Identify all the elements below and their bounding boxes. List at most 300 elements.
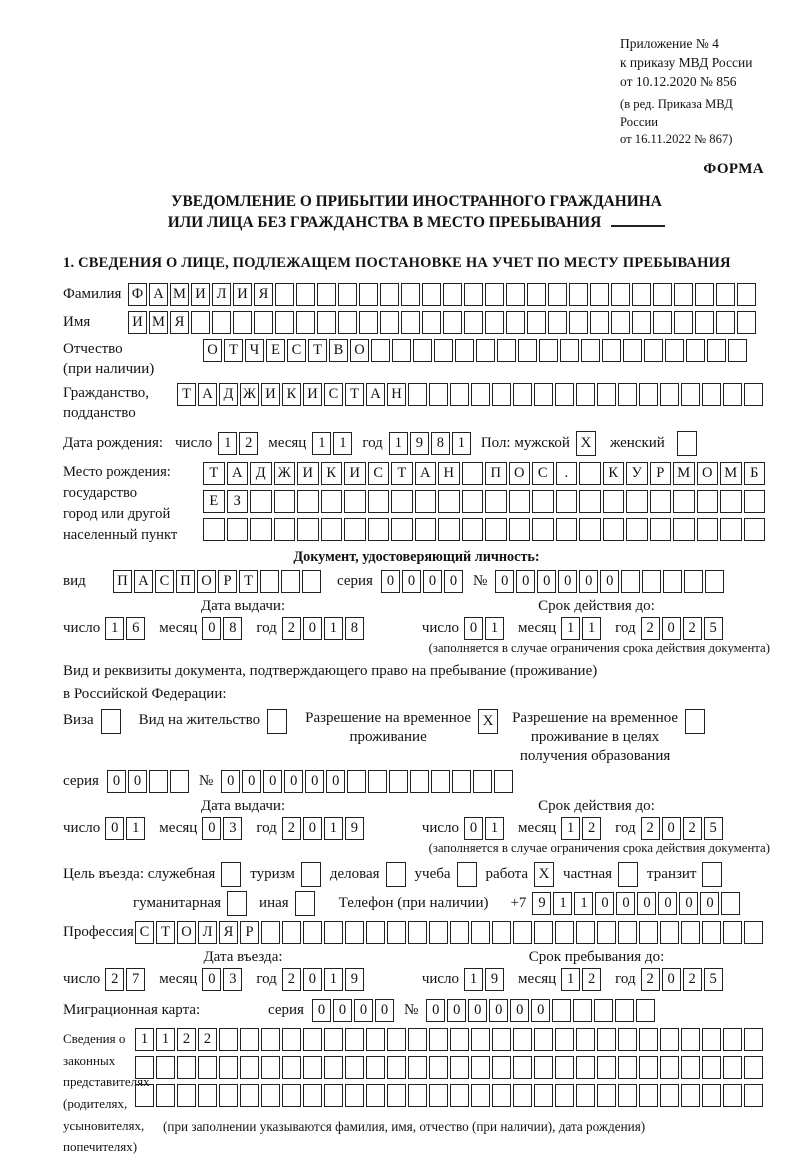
char-cell — [697, 518, 719, 541]
char-cell — [387, 1084, 406, 1107]
char-cell — [450, 383, 469, 406]
char-cell: Т — [224, 339, 243, 362]
char-cell — [626, 518, 648, 541]
char-cell — [450, 1056, 469, 1079]
char-cell — [723, 1084, 742, 1107]
char-cell: 0 — [468, 999, 487, 1022]
char-cell — [345, 921, 364, 944]
checkbox-edu-permit — [685, 709, 705, 734]
char-cell — [618, 1084, 637, 1107]
patronymic-label — [63, 339, 203, 379]
char-cell — [518, 339, 537, 362]
citizenship-label-line2: подданство — [63, 404, 136, 421]
doc-series-label: серия — [337, 572, 373, 589]
char-cell: 2 — [198, 1028, 217, 1051]
char-cell — [721, 892, 740, 915]
char-cell — [663, 570, 682, 593]
char-cell: М — [720, 462, 742, 485]
char-cell — [434, 339, 453, 362]
month-label: месяц — [268, 434, 307, 451]
stay-month-cells — [561, 968, 603, 991]
char-cell: Д — [250, 462, 272, 485]
char-cell: 0 — [202, 817, 221, 840]
char-cell — [324, 1056, 343, 1079]
char-cell — [744, 383, 763, 406]
char-cell — [653, 311, 672, 334]
char-cell — [552, 999, 571, 1022]
char-cell — [422, 283, 441, 306]
char-cell: 0 — [426, 999, 445, 1022]
char-cell: 2 — [641, 817, 660, 840]
char-cell: А — [198, 383, 217, 406]
char-cell: О — [203, 339, 222, 362]
char-cell — [555, 1056, 574, 1079]
char-cell: Ж — [240, 383, 259, 406]
char-cell: 0 — [202, 617, 221, 640]
char-cell — [324, 1084, 343, 1107]
char-cell — [387, 921, 406, 944]
char-cell: 1 — [105, 617, 124, 640]
form-title-line1: УВЕДОМЛЕНИЕ О ПРИБЫТИИ ИНОСТРАННОГО ГРАЖДАНИНА — [171, 192, 662, 210]
char-cell — [408, 921, 427, 944]
char-cell — [594, 999, 613, 1022]
doc-issue-year-cells — [282, 617, 366, 640]
char-cell — [359, 283, 378, 306]
char-cell — [695, 283, 714, 306]
char-cell: Я — [219, 921, 238, 944]
char-cell — [455, 339, 474, 362]
char-cell — [415, 490, 437, 513]
char-cell: 0 — [105, 817, 124, 840]
char-cell: 9 — [345, 968, 364, 991]
birthplace-label-line: Место рождения: — [63, 463, 171, 480]
char-cell — [723, 1028, 742, 1051]
checkbox-tourism — [301, 862, 321, 887]
char-cell — [534, 1028, 553, 1051]
residence-doc-series-row — [63, 770, 770, 793]
char-cell: 5 — [704, 817, 723, 840]
char-cell — [674, 283, 693, 306]
char-cell — [534, 921, 553, 944]
day-label: число — [421, 619, 460, 636]
char-cell: 0 — [128, 770, 147, 793]
name-row — [63, 311, 770, 334]
char-cell: 0 — [423, 570, 442, 593]
entry-day-cells — [105, 968, 147, 991]
char-cell — [611, 283, 630, 306]
char-cell — [702, 1028, 721, 1051]
char-cell — [177, 1084, 196, 1107]
checkbox-visa — [101, 709, 121, 734]
guardians-label-line: попечителях) — [63, 1139, 138, 1155]
char-cell: 0 — [303, 968, 322, 991]
char-cell: 0 — [516, 570, 535, 593]
char-cell: 0 — [202, 968, 221, 991]
char-cell — [429, 383, 448, 406]
char-cell — [611, 311, 630, 334]
char-cell — [702, 383, 721, 406]
doc-dates-headings — [63, 598, 770, 615]
char-cell: П — [113, 570, 132, 593]
char-cell — [555, 1084, 574, 1107]
char-cell: С — [368, 462, 390, 485]
birthplace-cells-row2 — [203, 490, 767, 513]
work-label: работа — [485, 866, 529, 883]
checkbox-temp-permit: X — [478, 709, 498, 734]
char-cell — [338, 283, 357, 306]
char-cell: 1 — [333, 432, 352, 455]
char-cell — [191, 311, 210, 334]
res-series-cells — [107, 770, 191, 793]
char-cell — [590, 283, 609, 306]
birthplace-label — [63, 462, 203, 546]
char-cell: И — [297, 462, 319, 485]
migration-card-row — [63, 999, 770, 1022]
char-cell: 2 — [105, 968, 124, 991]
char-cell: 1 — [553, 892, 572, 915]
year-label: год — [362, 434, 383, 451]
char-cell — [250, 518, 272, 541]
char-cell — [534, 1084, 553, 1107]
char-cell — [673, 490, 695, 513]
char-cell: Я — [170, 311, 189, 334]
checkbox-transit — [702, 862, 722, 887]
char-cell: 0 — [303, 617, 322, 640]
char-cell: 0 — [447, 999, 466, 1022]
guardians-label-line: (родителях, — [63, 1095, 128, 1111]
char-cell — [513, 1028, 532, 1051]
checkbox-other — [295, 891, 315, 916]
char-cell: И — [128, 311, 147, 334]
char-cell: 9 — [345, 817, 364, 840]
char-cell — [632, 283, 651, 306]
sex-male-label: Пол: мужской — [480, 434, 570, 451]
char-cell — [695, 311, 714, 334]
char-cell: 0 — [579, 570, 598, 593]
form-title-line2 — [63, 212, 770, 234]
char-cell: Н — [387, 383, 406, 406]
char-cell — [438, 518, 460, 541]
birthplace-cells — [203, 462, 767, 546]
char-cell — [494, 770, 513, 793]
entry-year-cells — [282, 968, 366, 991]
char-cell — [368, 490, 390, 513]
char-cell: 0 — [107, 770, 126, 793]
char-cell: 0 — [444, 570, 463, 593]
char-cell — [366, 1056, 385, 1079]
char-cell — [555, 921, 574, 944]
stay-until-heading: Срок пребывания до: — [528, 949, 665, 966]
char-cell — [422, 311, 441, 334]
month-label: месяц — [518, 619, 557, 636]
guardians-note: (при заполнении указываются фамилия, имя, отчество (при наличии), дата рождения) — [163, 1119, 646, 1135]
birthplace-label-line: государство — [63, 484, 138, 501]
guardians-cells — [135, 1028, 765, 1135]
char-cell — [317, 283, 336, 306]
char-cell — [443, 311, 462, 334]
checkbox-residence-permit — [267, 709, 287, 734]
char-cell: 2 — [282, 617, 301, 640]
guardians-label-line: представителях — [63, 1074, 150, 1090]
humanitarian-label: гуманитарная — [133, 895, 222, 912]
char-cell — [636, 999, 655, 1022]
entry-month-cells — [202, 968, 244, 991]
doc-issue-date-group — [63, 617, 366, 640]
char-cell — [240, 1028, 259, 1051]
char-cell — [261, 1056, 280, 1079]
doc-valid-day-cells — [464, 617, 506, 640]
char-cell — [317, 311, 336, 334]
iddoc-heading: Документ, удостоверяющий личность: — [293, 548, 540, 565]
char-cell — [274, 490, 296, 513]
char-cell — [548, 283, 567, 306]
month-label: месяц — [159, 971, 198, 988]
char-cell: 2 — [641, 968, 660, 991]
char-cell: А — [227, 462, 249, 485]
doc-issue-heading: Дата выдачи: — [200, 597, 286, 614]
day-label: число — [63, 619, 101, 636]
char-cell: 1 — [324, 817, 343, 840]
doc-series-cells — [381, 570, 465, 593]
edu-permit-label-line: проживание в целях — [530, 729, 660, 746]
birthdate-row — [63, 431, 770, 456]
char-cell — [618, 1056, 637, 1079]
char-cell: С — [324, 383, 343, 406]
char-cell — [219, 1028, 238, 1051]
char-cell: 1 — [452, 432, 471, 455]
char-cell: 2 — [282, 817, 301, 840]
char-cell — [156, 1084, 175, 1107]
char-cell: О — [509, 462, 531, 485]
study-label: учеба — [414, 866, 451, 883]
res-dates-row — [63, 817, 770, 840]
char-cell — [548, 311, 567, 334]
char-cell — [296, 311, 315, 334]
char-cell — [429, 921, 448, 944]
surname-row — [63, 283, 770, 306]
doc-type-label: вид — [63, 572, 86, 589]
char-cell: Р — [240, 921, 259, 944]
char-cell — [485, 518, 507, 541]
char-cell: 1 — [485, 617, 504, 640]
surname-label: Фамилия — [63, 285, 122, 302]
char-cell — [452, 770, 471, 793]
entry-date-group — [63, 968, 366, 991]
char-cell — [473, 770, 492, 793]
char-cell: Т — [308, 339, 327, 362]
guardians-cells-row1 — [135, 1028, 765, 1051]
char-cell — [573, 999, 592, 1022]
char-cell: 2 — [683, 968, 702, 991]
doc-valid-year-cells — [641, 617, 725, 640]
char-cell: 7 — [126, 968, 145, 991]
char-cell — [597, 1084, 616, 1107]
char-cell: О — [350, 339, 369, 362]
surname-cells — [128, 283, 758, 306]
char-cell: 6 — [126, 617, 145, 640]
edu-permit-label-line: Разрешение на временное — [512, 710, 679, 727]
guardians-label — [63, 1028, 150, 1158]
char-cell — [408, 1084, 427, 1107]
char-cell — [250, 490, 272, 513]
char-cell: 0 — [284, 770, 303, 793]
char-cell: 1 — [324, 617, 343, 640]
char-cell — [576, 1084, 595, 1107]
char-cell — [527, 283, 546, 306]
year-label: год — [615, 971, 636, 988]
char-cell — [650, 490, 672, 513]
char-cell — [338, 311, 357, 334]
birth-day-cells — [218, 432, 260, 455]
char-cell — [639, 383, 658, 406]
char-cell: Д — [219, 383, 238, 406]
char-cell: В — [329, 339, 348, 362]
res-issue-heading: Дата выдачи: — [200, 798, 286, 815]
char-cell: 0 — [221, 770, 240, 793]
char-cell: 0 — [326, 770, 345, 793]
char-cell — [261, 1084, 280, 1107]
char-cell — [471, 383, 490, 406]
iddoc-row — [63, 570, 770, 593]
char-cell — [621, 570, 640, 593]
checkbox-male: X — [576, 431, 596, 456]
char-cell: 1 — [582, 617, 601, 640]
res-valid-day-cells — [464, 817, 506, 840]
char-cell — [392, 339, 411, 362]
residence-doc-text-line2: в Российской Федерации: — [63, 686, 227, 703]
char-cell — [359, 311, 378, 334]
stay-day-cells — [464, 968, 506, 991]
checkbox-female — [677, 431, 697, 456]
char-cell — [513, 1056, 532, 1079]
guardians-label-line: законных — [63, 1052, 116, 1068]
char-cell: Е — [266, 339, 285, 362]
char-cell: Б — [744, 462, 766, 485]
edu-permit-label-line: получения образования — [519, 748, 671, 765]
char-cell — [344, 490, 366, 513]
char-cell: 0 — [558, 570, 577, 593]
stay-year-cells — [641, 968, 725, 991]
char-cell — [653, 283, 672, 306]
char-cell — [513, 383, 532, 406]
char-cell: 0 — [381, 570, 400, 593]
char-cell — [219, 1084, 238, 1107]
char-cell: 1 — [389, 432, 408, 455]
char-cell — [560, 339, 579, 362]
edu-permit-label — [512, 709, 678, 766]
char-cell: 0 — [616, 892, 635, 915]
char-cell — [391, 490, 413, 513]
res-issue-month-cells — [202, 817, 244, 840]
month-label: месяц — [159, 820, 198, 837]
month-label: месяц — [518, 971, 557, 988]
char-cell: 0 — [510, 999, 529, 1022]
char-cell — [618, 383, 637, 406]
char-cell — [686, 339, 705, 362]
char-cell — [240, 1084, 259, 1107]
char-cell — [219, 1056, 238, 1079]
char-cell — [408, 383, 427, 406]
res-number-label: № — [198, 773, 214, 790]
char-cell — [737, 311, 756, 334]
char-cell — [485, 311, 504, 334]
char-cell — [728, 339, 747, 362]
char-cell: 0 — [402, 570, 421, 593]
char-cell — [429, 1028, 448, 1051]
char-cell: 1 — [574, 892, 593, 915]
char-cell — [371, 339, 390, 362]
char-cell — [321, 490, 343, 513]
annex-line: от 10.12.2020 № 856 — [620, 74, 737, 90]
char-cell — [260, 570, 279, 593]
char-cell — [534, 383, 553, 406]
char-cell: 0 — [263, 770, 282, 793]
char-cell — [240, 1056, 259, 1079]
purpose-label: Цель въезда: служебная — [63, 866, 216, 883]
char-cell — [233, 311, 252, 334]
char-cell — [282, 1056, 301, 1079]
char-cell — [429, 1084, 448, 1107]
char-cell — [579, 518, 601, 541]
char-cell — [410, 770, 429, 793]
month-label: месяц — [518, 820, 557, 837]
char-cell: И — [344, 462, 366, 485]
char-cell: 9 — [532, 892, 551, 915]
char-cell — [321, 518, 343, 541]
char-cell — [744, 1028, 763, 1051]
char-cell — [464, 283, 483, 306]
char-cell: Т — [156, 921, 175, 944]
char-cell — [497, 339, 516, 362]
char-cell: Л — [212, 283, 231, 306]
char-cell: 0 — [537, 570, 556, 593]
char-cell — [737, 283, 756, 306]
res-valid-note: (заполняется в случае ограничения срока действия документа) — [428, 841, 770, 856]
checkbox-work: X — [534, 862, 554, 887]
patronymic-row — [63, 339, 770, 379]
char-cell — [660, 921, 679, 944]
char-cell — [227, 518, 249, 541]
char-cell — [156, 1056, 175, 1079]
char-cell: 1 — [324, 968, 343, 991]
birth-year-cells — [389, 432, 473, 455]
char-cell — [597, 383, 616, 406]
char-cell — [297, 490, 319, 513]
char-cell: 5 — [704, 617, 723, 640]
char-cell: 0 — [489, 999, 508, 1022]
char-cell — [429, 1056, 448, 1079]
char-cell: Т — [391, 462, 413, 485]
doc-dates-row — [63, 617, 770, 640]
char-cell: . — [556, 462, 578, 485]
char-cell — [302, 570, 321, 593]
char-cell — [387, 1056, 406, 1079]
char-cell — [274, 518, 296, 541]
char-cell — [471, 1084, 490, 1107]
year-label: год — [615, 619, 636, 636]
char-cell — [450, 1028, 469, 1051]
char-cell: 1 — [561, 617, 580, 640]
doc-number-label: № — [472, 572, 488, 589]
phone-cells — [532, 892, 742, 915]
name-label: Имя — [63, 313, 91, 330]
char-cell — [632, 311, 651, 334]
char-cell — [450, 921, 469, 944]
birth-month-cells — [312, 432, 354, 455]
char-cell — [485, 283, 504, 306]
char-cell — [716, 311, 735, 334]
citizenship-label-line1: Гражданство, — [63, 384, 150, 401]
